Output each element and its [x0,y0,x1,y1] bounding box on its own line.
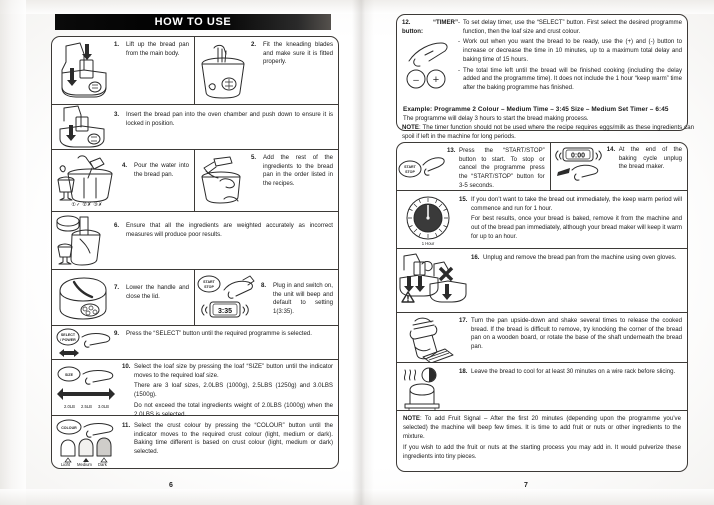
step-18-text-block [459,363,687,410]
step-5-text-block [251,150,338,211]
step-row-7-8 [52,270,338,326]
step-row-9 [52,326,338,360]
insert-pan-illustration [52,105,114,149]
left-page-number: 6 [169,482,173,489]
step-row-17 [397,313,687,363]
timer-bullet-3: The total time left until the bread will be finished cooking (including the delay added and the programme time). It does not include the 1 hour “keep warm” time after the baking programme has finished. [463,66,682,91]
steps-card-left [51,36,339,469]
select-button-sublabel: / POWER [60,337,76,342]
step-10-text3: Do not exceed the total ingredients weight of 2.0LBS (1000g) when the 2.0LBS is selected. [134,401,333,418]
crust-level-label-medium: Medium [77,462,92,466]
step-13-text: Press the “START/STOP” button to start. To stop or cancel the programme press the “START/STOP” button for 3-5 seconds. [459,147,545,189]
step-18 [397,363,687,410]
final-note-label: NOTE [403,415,420,422]
step-3-number: 3. [114,111,120,118]
step-row-11 [52,416,338,468]
step-17 [397,313,687,362]
final-note-row [397,411,687,471]
cool-bread-illustration [397,363,459,410]
right-page-number: 7 [524,482,528,489]
pour-water-illustration [52,150,122,211]
step-4-text-block [122,150,194,211]
water-measure-symbols: ①✓ ②✗ ③✗ [71,201,103,208]
step-5-number: 5. [251,154,257,161]
timer-note-label: NOTE [402,124,419,131]
step-8 [195,270,338,325]
step-14-number: 14. [606,146,616,153]
step-9-text: Press the “SELECT” button until the required programme is selected. [126,330,312,337]
final-note-text2: If you wish to add the fruit or nuts at the starting process you may add in. It would pulverize these ingredients into tiny pieces. [403,443,681,460]
step-15-text2: For best results, once your bread is baked, remove it from the machine and out of the bread pan immediately, although your bread maker will keep it warm for up to an hour. [471,215,682,240]
step-5-text: Add the rest of the ingredients to the bread pan in the order listed in the recipes. [263,154,333,187]
timer-card: 12. “TIMER” button: - To set delay timer, use the “SELECT” button. First select the desired programme function, then the loaf size and crust colour. - Work out when you want the bread to be ready, use the (+) and (-) button to increase or decrease the time in 10 minutes, up to a maximum total delay and baking time of 15 hours. - The total time left until the bread will be finished cooking (including the delay added and the programme time). It does not include the 1 hour “keep warm” time after the baking programme has finished. – + Example: Programme 2 Colour – Medium Time – 3:45 Size – Medium Set Timer – 6:45 The programme will delay 3 hours to start the bread making process. [396,14,688,131]
final-note-block [397,411,687,471]
step-8-number: 8. [261,282,267,289]
step-10 [52,360,338,418]
step-5 [195,150,338,211]
step-15-number: 15. [459,196,468,203]
step-18-text: Leave the bread to cool for at least 30 minutes on a wire rack before slicing. [471,368,676,375]
crust-level-label-dark: Dark [98,462,107,466]
step-11-text: Select the crust colour by pressing the “COLOUR” button until the indicator moves to the required crust colour (light, medium or dark). Baking time different is based on crust colour (light, medium or dark) selected. [134,422,333,455]
step-2-text: Fit the kneading blades and make sure it is fitted properly. [263,41,333,66]
section-banner-how-to-use: HOW TO USE [55,14,331,30]
step-10-text: Select the loaf size by pressing the loaf “SIZE” button until the indicator moves to the required loaf size. [134,363,333,379]
step-16-text: Unplug and remove the bread pan from the machine using oven gloves. [483,254,677,261]
step-row-1-2 [52,37,338,105]
loaf-size-label-1: 2.0LB [64,404,75,409]
step-17-number: 17. [459,317,468,324]
step-12-number: 12. [402,19,411,26]
step-15-text: If you don’t want to take the bread out immediately, the keep warm period will commence and run for 1 hour. [471,196,682,212]
step-4 [52,150,195,211]
bread-pan-lift-illustration [52,37,114,104]
step-2-number: 2. [251,41,257,48]
step-4-number: 4. [122,162,128,169]
timer-example-note: The programme will delay 3 hours to start the bread making process. [403,114,589,122]
step-11-text-block [122,416,338,468]
step-3-text-block [114,105,338,149]
kneading-blade-fit-illustration [195,37,251,104]
shake-pan-illustration [397,313,459,362]
step-7 [52,270,195,325]
step-11 [52,416,338,468]
size-button-label: SIZE [65,373,73,377]
step-row-6 [52,212,338,270]
step-row-18 [397,363,687,411]
step-2-text-block [251,37,338,104]
step-1 [52,37,195,104]
step-14 [551,143,687,190]
minus-button-symbol: – [413,75,419,86]
loaf-size-label-3: 3.0LB [98,404,109,409]
clock-duration-label: 1 Hour [421,240,435,246]
step-1-text: Lift up the bread pan from the main body. [126,41,189,57]
weigh-ingredients-illustration [52,212,114,269]
step-14-text: At the end of the baking cycle unplug the bread maker. [618,146,682,171]
step-3-text: Insert the bread pan into the oven chamber and push down to ensure it is locked in position. [126,111,333,127]
step-row-10 [52,360,338,416]
step-4-text: Pour the water into the bread pan. [134,162,189,178]
step-16-text-block [471,249,687,312]
final-note-text: : To add Fruit Signal – After the first 20 minutes (depending upon the programme you’ve selected) the machine will beep few times. It is time to add fruit or nuts or other ingredients to the mixture. [403,415,681,440]
step-7-text: Lower the handle and close the lid. [126,284,189,300]
step-10-text2: There are 3 loaf sizes, 2.0LBS (1000g), 2.5LBS (1250g) and 3.0LBS (1500g). [134,382,333,399]
timer-example-line: Example: Programme 2 Colour – Medium Time – 3:45 Size – Medium Set Timer – 6:45 [403,105,669,113]
timer-bullet-1: To set delay timer, use the “SELECT” button. First select the desired programme function, then the loaf size and crust colour. [463,19,682,35]
step-10-number: 10. [122,363,131,370]
step-row-3 [52,105,338,150]
loaf-size-label-2: 2.5LB [81,404,92,409]
step-15-text-block [459,191,687,248]
step-17-text-block [459,313,687,362]
plug-in-illustration [195,270,261,325]
step-row-16 [397,249,687,313]
step-7-number: 7. [114,284,120,291]
keep-warm-clock-illustration [397,191,459,248]
startstop-button-label-top: START [203,280,215,284]
step-6-number: 6. [114,222,120,229]
lcd-display-time-left: 3:35 [217,308,233,315]
close-lid-illustration [52,270,114,325]
crust-level-label-light: Light [61,462,71,466]
step-17-text: Turn the pan upside-down and shake several times to release the cooked bread. If the bread is difficult to remove, try knocking the corner of the bread pan on a wooden board, or rotate the base of the shaft underneath the bread pan. [471,317,682,350]
step-13-number: 13. [447,147,456,154]
size-button-illustration [52,360,122,415]
step-7-text-block [114,270,194,325]
colour-button-label: COLOUR [61,426,77,430]
step-9-text-block [114,326,338,359]
step-9 [52,326,338,359]
step-6-text-block [114,212,338,269]
startstop-press-illustration [397,143,447,190]
step-10-text-block [122,360,338,418]
step-16 [397,249,687,312]
remove-pan-gloves-illustration [397,249,471,312]
startstop-label-top: START [404,164,416,169]
left-page [24,0,354,505]
select-button-label: SELECT [60,332,76,337]
step-row-4-5 [52,150,338,212]
step-15 [397,191,687,248]
right-page [374,0,704,505]
timer-note-text: : The timer function should not be used where the recipe requires eggs/milk as these ingredients can spoil if left in the machine for long periods. [402,124,694,140]
step-8-text: Plug in and switch on, the unit will beep and default to setting 1(3:35). [273,282,333,315]
step-1-number: 1. [114,41,120,48]
step-14-text-block [607,143,687,190]
step-row-15 [397,191,687,249]
plus-minus-buttons-illustration [403,39,463,91]
startstop-label-bottom: STOP [405,169,415,174]
step-1-text-block [114,37,194,104]
timer-bullet-2: Work out when you want the bread to be ready, use the (+) and (-) button to increase or decrease the time in 10 minutes, up to a maximum total delay and baking time of 15 hours. [463,38,682,63]
step-6 [52,212,338,269]
step-3 [52,105,338,149]
startstop-button-label-bottom: STOP [204,285,214,289]
step-13 [397,143,551,190]
step-9-number: 9. [114,330,120,337]
step-16-number: 16. [471,254,480,261]
colour-button-illustration [52,416,122,468]
select-button-illustration [52,326,114,359]
steps-card-right [396,142,688,472]
step-12-label: “TIMER” button: [402,19,458,35]
unplug-illustration [551,143,607,190]
step-11-number: 11. [122,422,131,429]
step-8-text-block [261,270,338,325]
step-13-text-block [447,143,550,190]
scan-edge-left [0,0,26,505]
plus-button-symbol: + [432,74,440,86]
step-18-number: 18. [459,368,468,375]
step-6-text: Ensure that all the ingredients are weighted accurately as incorrect measures will produce poor results. [126,222,333,238]
add-ingredients-illustration [195,150,251,211]
lcd-display-zero: 0:00 [570,152,585,160]
page-gutter-shadow [352,0,374,505]
step-row-13-14 [397,143,687,191]
step-2 [195,37,338,104]
